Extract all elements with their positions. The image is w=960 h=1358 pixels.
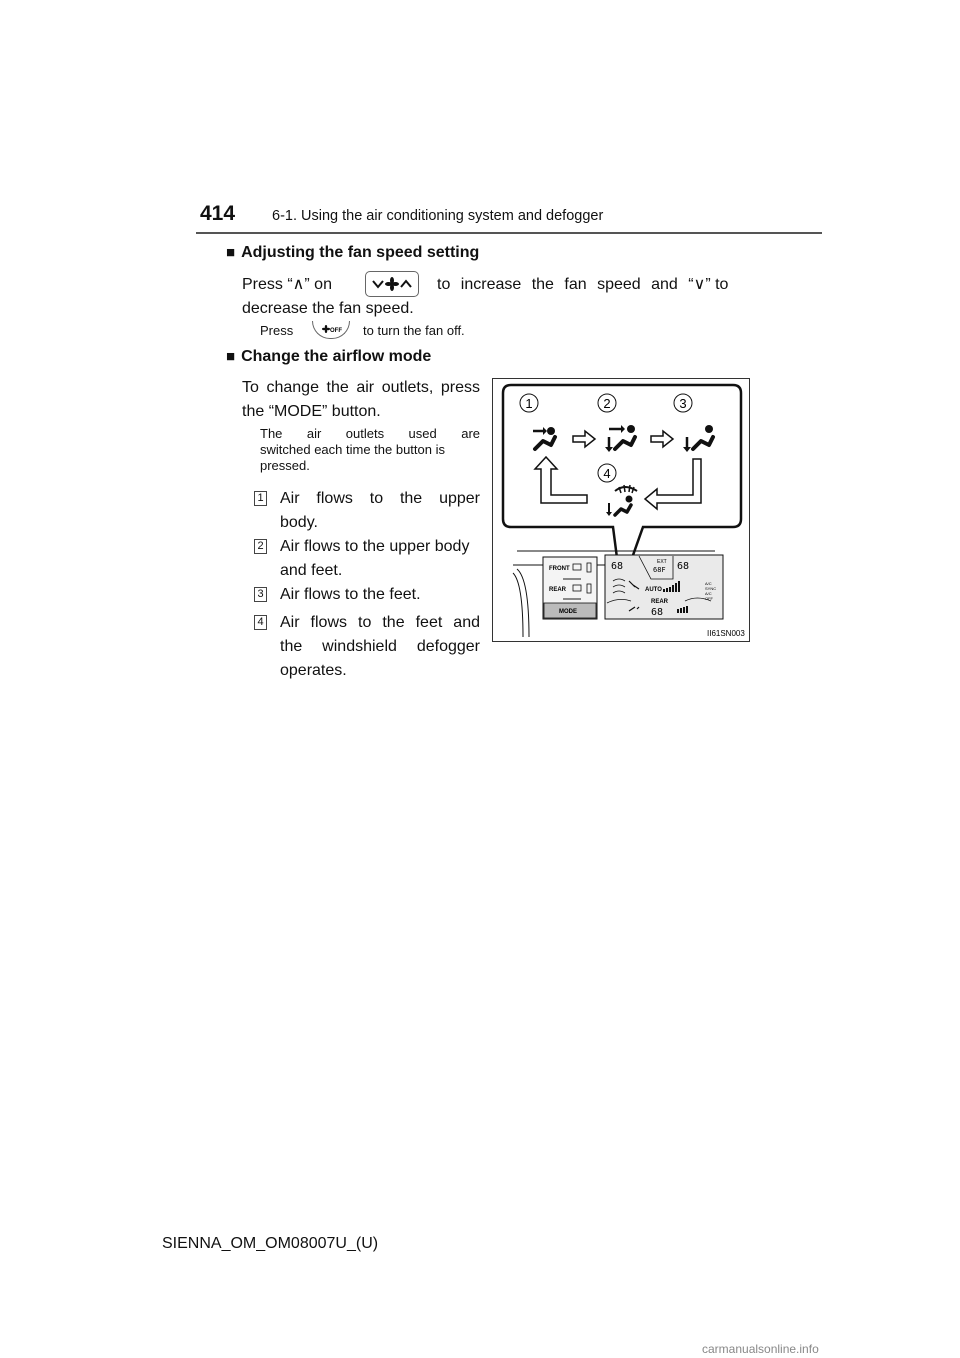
fan-speed-text-line2: decrease the fan speed. [242, 300, 414, 317]
airflow-illustration [493, 379, 749, 641]
temp-right: 68 [677, 561, 690, 572]
airflow-intro-2: the “MODE” button. [242, 403, 381, 420]
rear-defrost-label: REAR [549, 587, 567, 593]
fan-speed-button-icon [365, 271, 419, 297]
dash-curve-2 [513, 573, 523, 637]
rear-temp: 68 [651, 607, 664, 618]
temp-left: 68 [611, 561, 624, 572]
fan-speed-heading [226, 244, 479, 262]
control-buttons-panel [543, 557, 597, 619]
fan-speed-text-part1 [242, 273, 332, 297]
off-label: OFF [705, 596, 713, 601]
fan-text-d: ” to [705, 276, 729, 293]
fan-speed-text-part2 [437, 273, 728, 297]
airflow-note-3: pressed. [260, 458, 310, 473]
item-4-line-2: the windshield defogger [280, 638, 480, 655]
item-marker-4: 4 [254, 615, 267, 630]
fan-text-c: to increase the fan speed and “ [437, 276, 694, 293]
temp-ext: 68F [653, 566, 666, 574]
fan-speed-heading-text: Adjusting the fan speed setting [241, 244, 480, 261]
fan-off-note-post: to turn the fan off. [363, 323, 465, 338]
sync-label: SYNC [705, 586, 717, 591]
item-2-line-2: and feet. [280, 562, 343, 579]
document-footer: SIENNA_OM_OM08007U_(U) [162, 1235, 379, 1252]
fan-text-b: ” on [304, 276, 332, 293]
airflow-heading-text: Change the airflow mode [241, 348, 432, 365]
item-3-line-1: Air flows to the feet. [280, 586, 421, 603]
ac-on-label: A/C [705, 591, 712, 596]
item-1-line-2: body. [280, 514, 318, 531]
item-marker-3: 3 [254, 587, 267, 602]
fan-off-button-icon [312, 321, 350, 339]
fan-off-note-pre: Press [260, 323, 294, 338]
rear-label: REAR [651, 599, 669, 605]
ac-label: A/C [705, 581, 712, 586]
item-2-line-1: Air flows to the upper body [280, 538, 470, 555]
down-symbol: ∨ [693, 276, 706, 293]
up-symbol: ∧ [292, 276, 305, 293]
airflow-figure [492, 378, 750, 642]
item-marker-2: 2 [254, 539, 267, 554]
callout-3 [674, 394, 692, 412]
airflow-heading [226, 348, 431, 366]
climate-display [605, 555, 723, 619]
svg-text:1: 1 [525, 396, 533, 411]
item-4-line-3: operates. [280, 662, 347, 679]
airflow-intro-1: To change the air outlets, press [242, 379, 480, 396]
callout-2 [598, 394, 616, 412]
off-label: OFF [330, 328, 342, 334]
mode-label: MODE [559, 609, 577, 615]
fan-speed-glyphs-icon [366, 272, 418, 296]
svg-text:3: 3 [679, 396, 687, 411]
svg-text:4: 4 [603, 466, 611, 481]
airflow-note-2: switched each time the button is [260, 442, 445, 457]
watermark[interactable]: carmanualsonline.info [702, 1342, 819, 1356]
front-label: FRONT [549, 566, 570, 572]
fan-off-glyph-icon [313, 321, 351, 337]
callout-4 [598, 464, 616, 482]
auto-label: AUTO [645, 587, 662, 593]
header-rule [196, 232, 822, 234]
item-1-line-1: Air flows to the upper [280, 490, 480, 507]
svg-text:2: 2 [603, 396, 611, 411]
fan-text-a: Press “ [242, 276, 293, 293]
ext-label: EXT [657, 559, 667, 565]
callout-1 [520, 394, 538, 412]
section-title: 6-1. Using the air conditioning system and defogger [272, 208, 604, 224]
square-bullet-icon: ■ [226, 244, 236, 261]
figure-code: II61SN003 [707, 629, 745, 638]
item-4-line-1: Air flows to the feet and [280, 614, 480, 631]
page-number: 414 [200, 202, 236, 225]
square-bullet-icon: ■ [226, 348, 236, 365]
item-marker-1: 1 [254, 491, 267, 506]
airflow-note-1: The air outlets used are [260, 426, 480, 441]
